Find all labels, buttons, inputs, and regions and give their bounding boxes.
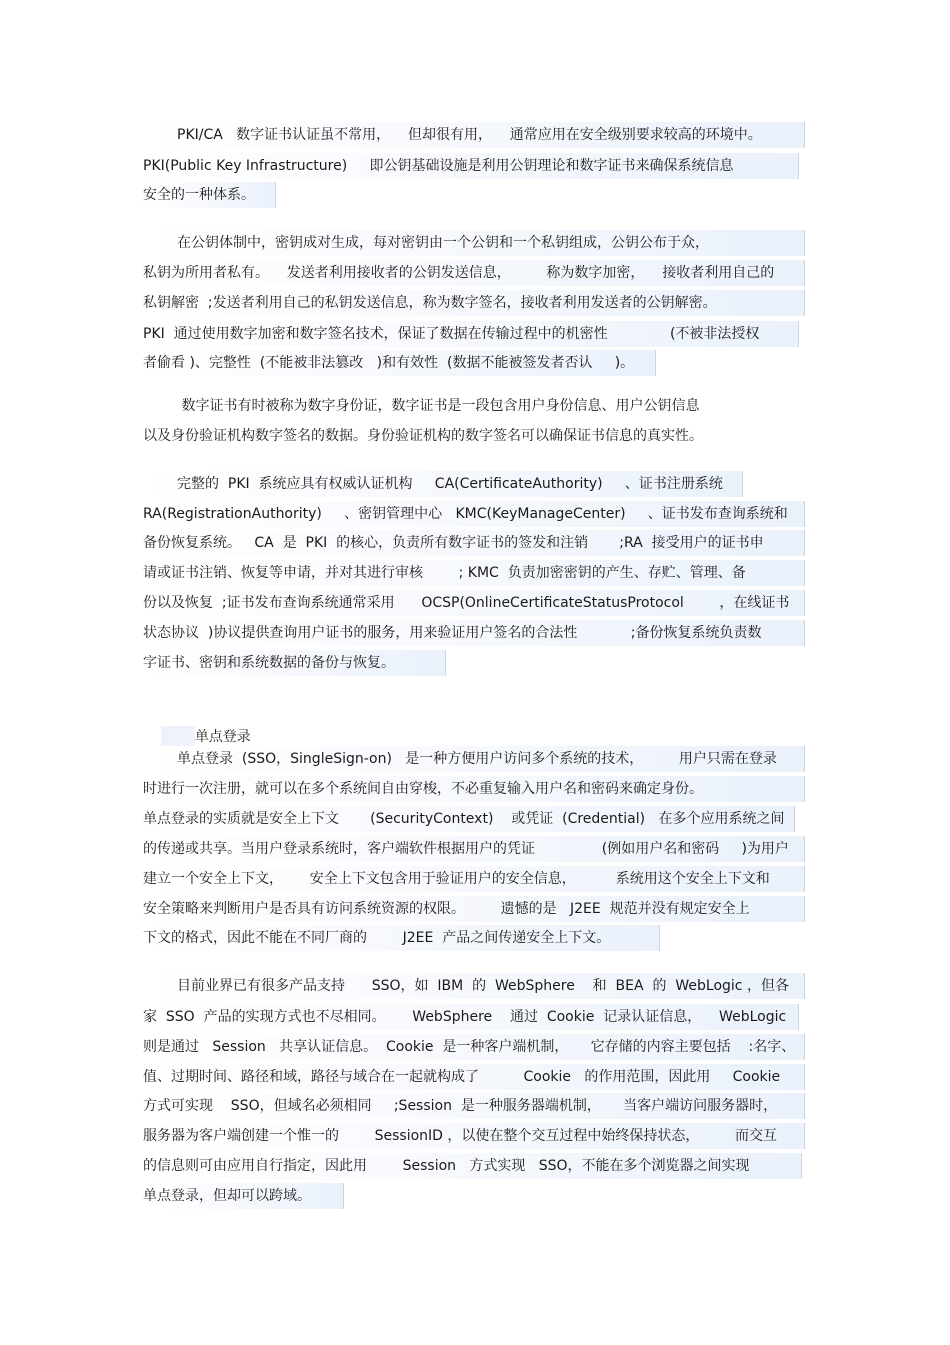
text-line: 以及身份验证机构数字签名的数据。身份验证机构的数字签名可以确保证书信息的真实性。 — [143, 428, 703, 444]
text-line: 时进行一次注册，就可以在多个系统间自由穿梭，不必重复输入用户名和密码来确定身份。 — [143, 776, 805, 802]
text-line: 单点登录，但却可以跨域。 — [143, 1183, 344, 1209]
text-line: 方式可实现 SSO，但域名必须相同 ;Session 是一种服务器端机制， 当客户端访问服务器时， — [143, 1093, 805, 1119]
text-line: 建立一个安全上下文， 安全上下文包含用于验证用户的安全信息， 系统用这个安全上下文和 — [143, 866, 805, 892]
text-line: 字证书、密钥和系统数据的备份与恢复。 — [143, 650, 446, 676]
text-line: 请或证书注销、恢复等申请，并对其进行审核 ; KMC 负责加密密钥的产生、存贮、管理、备 — [143, 560, 805, 586]
text-line: PKI/CA 数字证书认证虽不常用， 但却很有用， 通常应用在安全级别要求较高的环境中。 — [143, 122, 805, 148]
text-line: RA(RegistrationAuthority) 、密钥管理中心 KMC(KeyManageCenter) 、证书发布查询系统和 — [143, 501, 805, 527]
text-line: 私钥解密 ;发送者利用自己的私钥发送信息，称为数字签名，接收者利用发送者的公钥解密。 — [143, 290, 805, 316]
text-line: 下文的格式，因此不能在不同厂商的 J2EE 产品之间传递安全上下文。 — [143, 925, 660, 951]
text-line: 者偷看 )、完整性 (不能被非法篡改 )和有效性 (数据不能被签发者否认 )。 — [143, 350, 656, 376]
section-heading-sso — [143, 698, 251, 745]
text-line: 份以及恢复 ;证书发布查询系统通常采用 OCSP(OnlineCertificateStatusProtocol ，在线证书 — [143, 590, 805, 616]
text-line: 目前业界已有很多产品支持 SSO，如 IBM 的 WebSphere 和 BEA 的 WebLogic ，但各 — [143, 973, 805, 999]
text-line: PKI 通过使用数字加密和数字签名技术，保证了数据在传输过程中的机密性 (不被非法授权 — [143, 321, 799, 347]
text-line: 单点登录的实质就是安全上下文 (SecurityContext) 或凭证 (Credential) 在多个应用系统之间 — [143, 806, 795, 832]
text-line: 在公钥体制中，密钥成对生成，每对密钥由一个公钥和一个私钥组成，公钥公布于众， — [143, 230, 805, 256]
text-line: 家 SSO 产品的实现方式也不尽相同。 WebSphere 通过 Cookie 记录认证信息， WebLogic — [143, 1004, 799, 1030]
text-line: 数字证书有时被称为数字身份证，数字证书是一段包含用户身份信息、用户公钥信息 — [177, 398, 700, 414]
text-line: 的传递或共享。当用户登录系统时，客户端软件根据用户的凭证 (例如用户名和密码 )为用户 — [143, 836, 805, 862]
text-line: 状态协议 )协议提供查询用户证书的服务，用来验证用户签名的合法性 ;备份恢复系统负责数 — [143, 620, 805, 646]
text-line: 备份恢复系统。 CA 是 PKI 的核心，负责所有数字证书的签发和注销 ;RA 接受用户的证书申 — [143, 530, 805, 556]
text-line: 安全的一种体系。 — [143, 182, 276, 208]
text-line: 单点登录 (SSO，SingleSign-on) 是一种方便用户访问多个系统的技术， 用户只需在登录 — [143, 746, 805, 772]
heading-text: 单点登录 — [194, 729, 251, 745]
text-line: 私钥为所用者私有。 发送者利用接收者的公钥发送信息， 称为数字加密， 接收者利用自己的 — [143, 260, 805, 286]
text-line: 值、过期时间、路径和域，路径与域合在一起就构成了 Cookie 的作用范围，因此用 Cookie — [143, 1064, 805, 1090]
text-line: 的信息则可由应用自行指定，因此用 Session 方式实现 SSO，不能在多个浏览器之间实现 — [143, 1153, 802, 1179]
text-line: 服务器为客户端创建一个惟一的 SessionID ，以使在整个交互过程中始终保持状态， 而交互 — [143, 1123, 805, 1149]
text-line: 则是通过 Session 共享认证信息。 Cookie 是一种客户端机制， 它存储的内容主要包括 :名字、 — [143, 1034, 805, 1060]
indent-marker — [161, 726, 195, 748]
text-line: PKI(Public Key Infrastructure) 即公钥基础设施是利用公钥理论和数字证书来确保系统信息 — [143, 153, 799, 179]
text-line: 完整的 PKI 系统应具有权威认证机构 CA(CertificateAuthority) 、证书注册系统 — [143, 471, 743, 497]
text-line: 安全策略来判断用户是否具有访问系统资源的权限。 遗憾的是 J2EE 规范并没有规定安全上 — [143, 896, 805, 922]
